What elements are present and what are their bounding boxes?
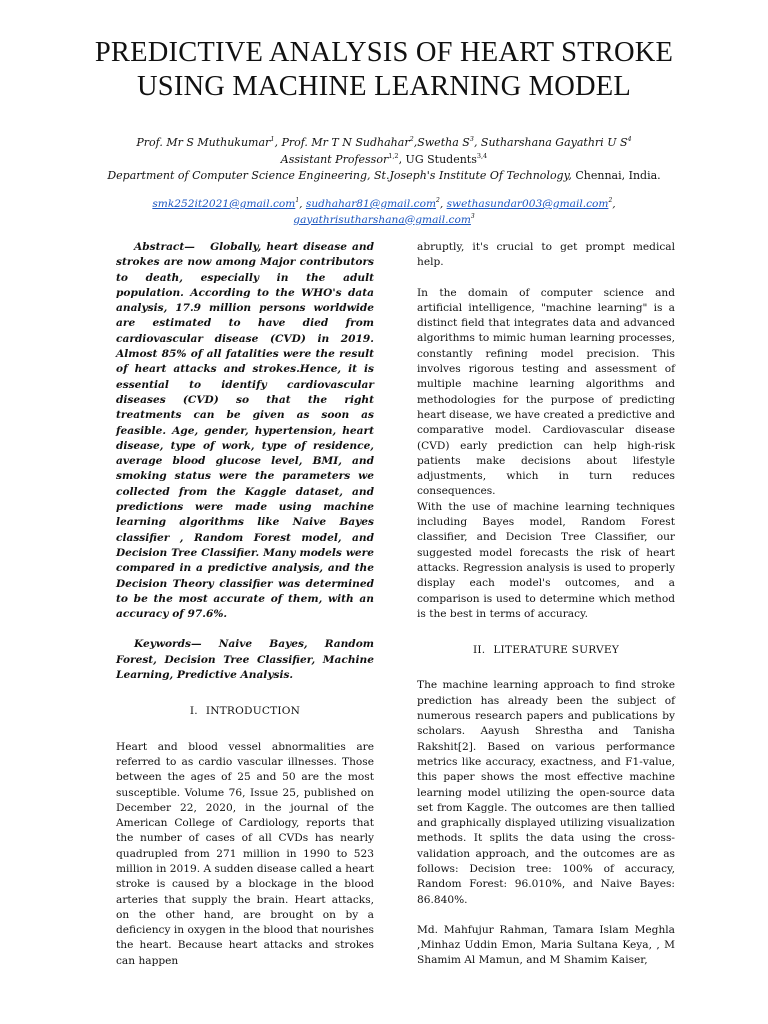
keywords-label: Keywords— — [134, 638, 202, 651]
right-column — [417, 240, 675, 969]
literature-paragraph-1: The machine learning approach to find stroke prediction has already been the subject of numerous research papers and publications by scholars. Aayush Shrestha and Tanisha Rakshit[2]. Based on various performance metrics like accuracy, exactness, and F1-value, this paper shows the most effective machine learning model utilizing the open-source data set from Kaggle. The outcomes are then tallied and graphically displayed utilizing visualization methods. It splits the data using the cross-validation approach, and the outcomes are as follows: Decision tree: 100% of accuracy, Random Forest: 96.010%, and Naive Bayes: 86.840%. — [417, 679, 675, 906]
author-roles: Assistant Professor$^{1,2}$, UG Students$^{3,4}$ — [280, 151, 488, 166]
keywords — [116, 637, 374, 683]
abstract-text: Globally, heart disease and strokes are now among Major contributors to death, especially in the adult population. According to the WHO's data analysis, 17.9 million persons worldwide are estimated to have died from cardiovascular disease (CVD) in 2019. Almost 85% of all fatalities were the result of heart attacks and strokes.Hence, it is essential to identify cardiovascular diseases (CVD) so that the right treatments can be given as soon as feasible. Age, gender, hypertension, heart disease, type of work, type of residence, average blood glucose level, BMI, and smoking status were the parameters we collected from the Kaggle dataset, and predictions were made using machine learning algorithms like Naive Bayes classifier , Random Forest model, and Decision Tree Classifier. Many models were compared in a predictive analysis, and the Decision Theory classifier was determined to be the most accurate of them, with an accuracy of 97.6%. — [116, 241, 374, 621]
author-block — [40, 135, 728, 185]
section-heading-literature-survey: II. LITERATURE SURVEY — [472, 644, 620, 657]
section-heading-introduction: I. INTRODUCTION — [189, 705, 301, 718]
keywords-text: Naive Bayes, Random Forest, Decision Tree Classifier, Machine Learning, Predictive Analysis. — [116, 638, 374, 682]
literature-paragraph-2: Md. Mahfujur Rahman, Tamara Islam Meghla ,Minhaz Uddin Emon, Maria Sultana Keya, , M Shamim Al Mamun, and M Shamim Kaiser, — [417, 923, 675, 967]
author-names: Prof. Mr S Muthukumar$^1$, Prof. Mr T N Sudhahar$^2$,Swetha $S^3$, Sutharshana Gayathri U $S^4$ — [136, 135, 632, 149]
email-link-1[interactable]: smk252it2021@gmail.com — [152, 198, 296, 210]
left-column — [116, 240, 374, 969]
author-affiliation: Department of Computer Science Engineering, St.Joseph's Institute Of Technology, Chennai, India. — [107, 169, 661, 182]
abstract-label: Abstract— — [134, 241, 195, 253]
paper-title — [40, 36, 728, 104]
introduction-paragraph: Heart and blood vessel abnormalities are referred to as cardio vascular illnesses. Those between the ages of 25 and 50 are the most susceptible. Volume 76, Issue 25, published on December 22, 2020, in the journal of the American College of Cardiology, reports that the number of cases of all CVDs has nearly quadrupled from 271 million in 1990 to 523 million in 2019. A sudden disease called a heart stroke is caused by a blockage in the blood arteries that supply the brain. Heart attacks, on the other hand, are brought on by a deficiency in oxygen in the blood that nourishes the heart. Because heart attacks and strokes can happen — [116, 740, 374, 967]
introduction-paragraph-3: With the use of machine learning techniques including Bayes model, Random Forest classifier, and Decision Tree Classifier, our suggested model forecasts the risk of heart attacks. Regression analysis is used to properly display each model's outcomes, and a comparison is used to determine which method is the best in terms of accuracy. — [417, 500, 675, 620]
title-line-2: USING MACHINE LEARNING MODEL — [136, 71, 632, 102]
introduction-continued: abruptly, it's crucial to get prompt medical help. — [417, 241, 675, 269]
introduction-paragraph-2: In the domain of computer science and artificial intelligence, "machine learning" is a distinct field that integrates data and advanced algorithms to mimic human learning processes, constantly refining model precision. This involves rigorous testing and assessment of multiple machine learning algorithms and methodologies for the purpose of predicting heart disease, we have created a predictive and comparative model. Cardiovascular disease (CVD) early prediction can help high-risk patients make decisions about lifestyle adjustments, which in turn reduces consequences. — [417, 286, 675, 498]
email-link-3[interactable]: swethasundar003@gmail.com — [446, 198, 609, 210]
abstract — [116, 240, 374, 622]
email-link-4[interactable]: gayathrisutharshana@gmail.com — [293, 213, 471, 226]
email-link-2[interactable]: sudhahar81@gmail.com — [305, 198, 436, 210]
title-line-1: PREDICTIVE ANALYSIS OF HEART STROKE — [94, 37, 674, 68]
email-block: smk252it2021@gmail.com$^1$, sudhahar81@gmail.com$^2$, swethasundar003@gmail.com$^2$, gayathrisutharshana@gmail.com$^3$ — [152, 197, 616, 226]
